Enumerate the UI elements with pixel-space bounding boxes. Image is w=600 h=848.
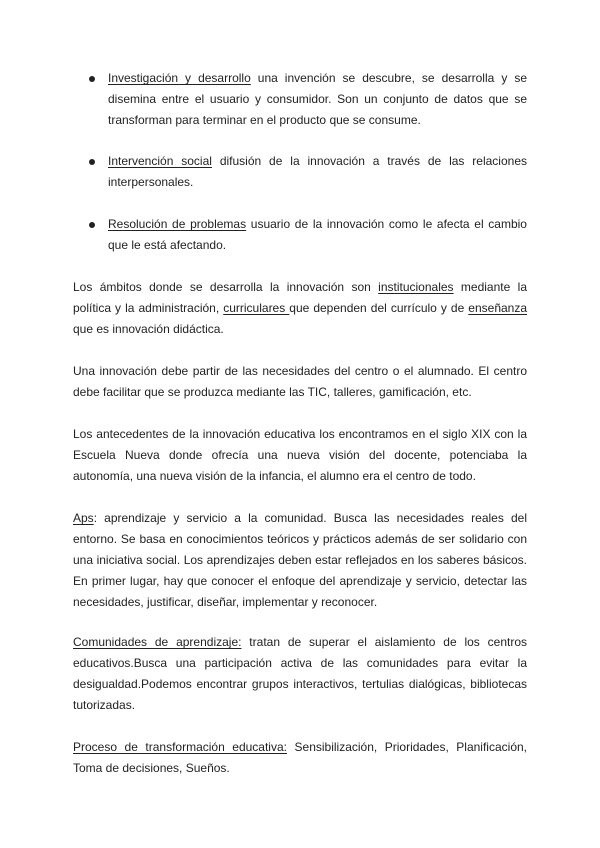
underlined-term: Comunidades de aprendizaje: — [73, 635, 242, 649]
text: Los ámbitos donde se desarrolla la innovación son — [73, 280, 379, 294]
underlined-term: Aps — [73, 511, 94, 525]
text: Sensibilización, Prioridades, Planificación, Toma de decisiones, Sueños. — [73, 740, 527, 775]
paragraph-antecedentes: Los antecedentes de la innovación educativa los encontramos en el siglo XIX con la Escuela Nueva donde ofrecía una nueva visión del docente, potenciaba la autonomía, una nueva visión de la infancia, el alumno era el centro de todo. — [73, 427, 527, 483]
bullet-term: Intervención social — [108, 154, 212, 168]
bullet-resolucion — [108, 214, 527, 256]
underlined-term: Proceso de transformación educativa: — [73, 740, 287, 754]
bullet-investigacion — [108, 68, 527, 131]
bullet-term: Investigación y desarrollo — [108, 71, 251, 85]
bullet-term: Resolución de problemas — [108, 217, 247, 231]
text: que es innovación didáctica. — [73, 322, 224, 336]
text: tratan de superar el aislamiento de los centros educativos.Busca una participación activa de las comunidades para evitar la desigualdad.Podemos encontrar grupos interactivos, tertulias dialógicas, bibliotecas tutorizadas. — [73, 635, 527, 712]
bullet-text: usuario de la innovación como le afecta el cambio que le está afectando. — [108, 217, 527, 252]
text: : aprendizaje y servicio a la comunidad. Busca las necesidades reales del entorno. Se basa en conocimientos teóricos y prácticos además de ser solidario con una iniciativa social. Los aprendizajes deben estar reflejados en los saberes básicos. En primer lugar, hay que conocer el enfoque del aprendizaje y servicio, detectar las necesidades, justificar, diseñar, implementar y reconocer. — [73, 511, 527, 609]
bullet-dot-icon — [89, 222, 95, 228]
text: mediante la política y la administración, — [73, 280, 528, 315]
paragraph-ambitos — [73, 277, 527, 340]
underlined-term: enseñanza — [468, 301, 528, 315]
paragraph-innovacion: Una innovación debe partir de las necesidades del centro o el alumnado. El centro debe facilitar que se produzca mediante las TIC, talleres, gamificación, etc. — [73, 364, 527, 399]
paragraph-comunidades — [73, 632, 527, 716]
bullet-dot-icon — [89, 76, 95, 82]
bullet-dot-icon — [89, 159, 95, 165]
bullet-intervencion — [108, 151, 527, 193]
text: que dependen del currículo y de — [289, 301, 469, 315]
paragraph-aps — [73, 508, 527, 613]
bullet-text: una invención se descubre, se desarrolla y se disemina entre el usuario y consumidor. Son un conjunto de datos que se transforman para terminar en el producto que se consume. — [108, 71, 527, 127]
paragraph-proceso — [73, 737, 527, 779]
bullet-text: difusión de la innovación a través de las relaciones interpersonales. — [108, 154, 527, 189]
underlined-term: institucionales — [378, 280, 454, 294]
underlined-term: curriculares — [223, 301, 290, 315]
